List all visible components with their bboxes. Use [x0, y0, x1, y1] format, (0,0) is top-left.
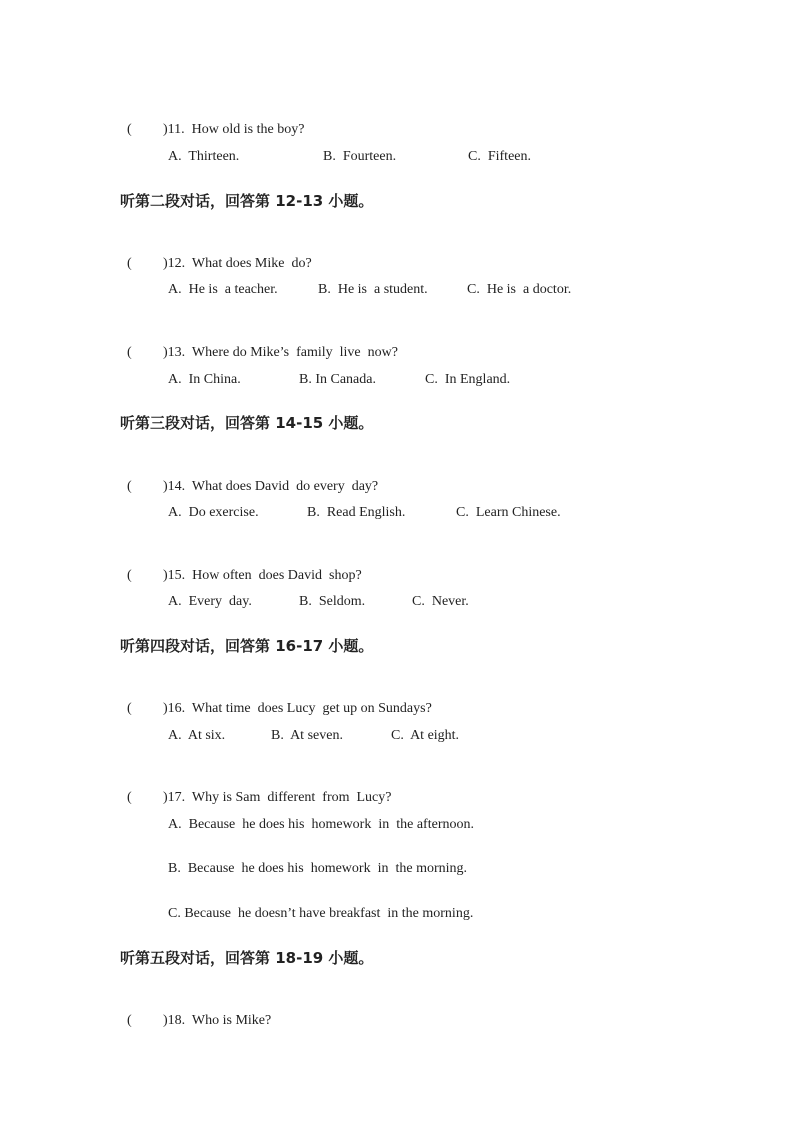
option-b: B. In Canada. — [299, 372, 376, 387]
answer-blank[interactable]: ( — [127, 568, 132, 583]
answer-blank[interactable]: ( — [127, 345, 132, 360]
option-c: C. He is a doctor. — [467, 282, 572, 297]
option-a: A. In China. — [168, 372, 241, 387]
question-text: )13. Where do Mike’s family live now? — [163, 345, 398, 360]
option-c: C. Learn Chinese. — [456, 505, 561, 520]
question-text: )11. How old is the boy? — [163, 122, 305, 137]
question-text: )14. What does David do every day? — [163, 479, 379, 494]
question-17 — [120, 771, 391, 807]
answer-blank[interactable]: ( — [127, 479, 132, 494]
question-18 — [120, 994, 271, 1030]
answer-blank[interactable]: ( — [127, 790, 132, 805]
option-a: A. Do exercise. — [168, 505, 259, 520]
question-12 — [120, 237, 312, 273]
option-a: A. Thirteen. — [168, 149, 240, 164]
option-b: B. Read English. — [307, 505, 406, 520]
option-b: B. Because he does his homework in the morning. — [168, 861, 468, 876]
question-16 — [120, 682, 432, 718]
option-c: C. Fifteen. — [468, 149, 531, 164]
option-c: C. At eight. — [391, 728, 460, 743]
option-c: C. In England. — [425, 372, 511, 387]
option-c: C. Because he doesn’t have breakfast in the morning. — [168, 906, 474, 921]
answer-blank[interactable]: ( — [127, 122, 132, 137]
question-text: )12. What does Mike do? — [163, 256, 312, 271]
option-a: A. He is a teacher. — [168, 282, 278, 297]
question-13 — [120, 326, 398, 362]
option-b: B. Fourteen. — [323, 149, 397, 164]
option-a: A. Because he does his homework in the afternoon. — [168, 817, 474, 832]
question-text: )17. Why is Sam different from Lucy? — [163, 790, 392, 805]
question-text: )16. What time does Lucy get up on Sundays? — [163, 701, 432, 716]
question-text: )18. Who is Mike? — [163, 1013, 272, 1028]
question-11 — [120, 103, 304, 139]
answer-blank[interactable]: ( — [127, 256, 132, 271]
section-heading-3: 听第三段对话，回答第 14-15 小题。 — [120, 414, 374, 432]
section-heading-5: 听第五段对话，回答第 18-19 小题。 — [120, 949, 374, 967]
option-b: B. Seldom. — [299, 594, 366, 609]
section-heading-4: 听第四段对话，回答第 16-17 小题。 — [120, 637, 374, 655]
option-b: B. He is a student. — [318, 282, 428, 297]
question-text: )15. How often does David shop? — [163, 568, 362, 583]
question-15 — [120, 549, 362, 585]
option-a: A. Every day. — [168, 594, 252, 609]
option-b: B. At seven. — [271, 728, 343, 743]
answer-blank[interactable]: ( — [127, 1013, 132, 1028]
answer-blank[interactable]: ( — [127, 701, 132, 716]
section-heading-2: 听第二段对话，回答第 12-13 小题。 — [120, 192, 374, 210]
question-14 — [120, 460, 378, 496]
option-c: C. Never. — [412, 594, 469, 609]
option-a: A. At six. — [168, 728, 226, 743]
